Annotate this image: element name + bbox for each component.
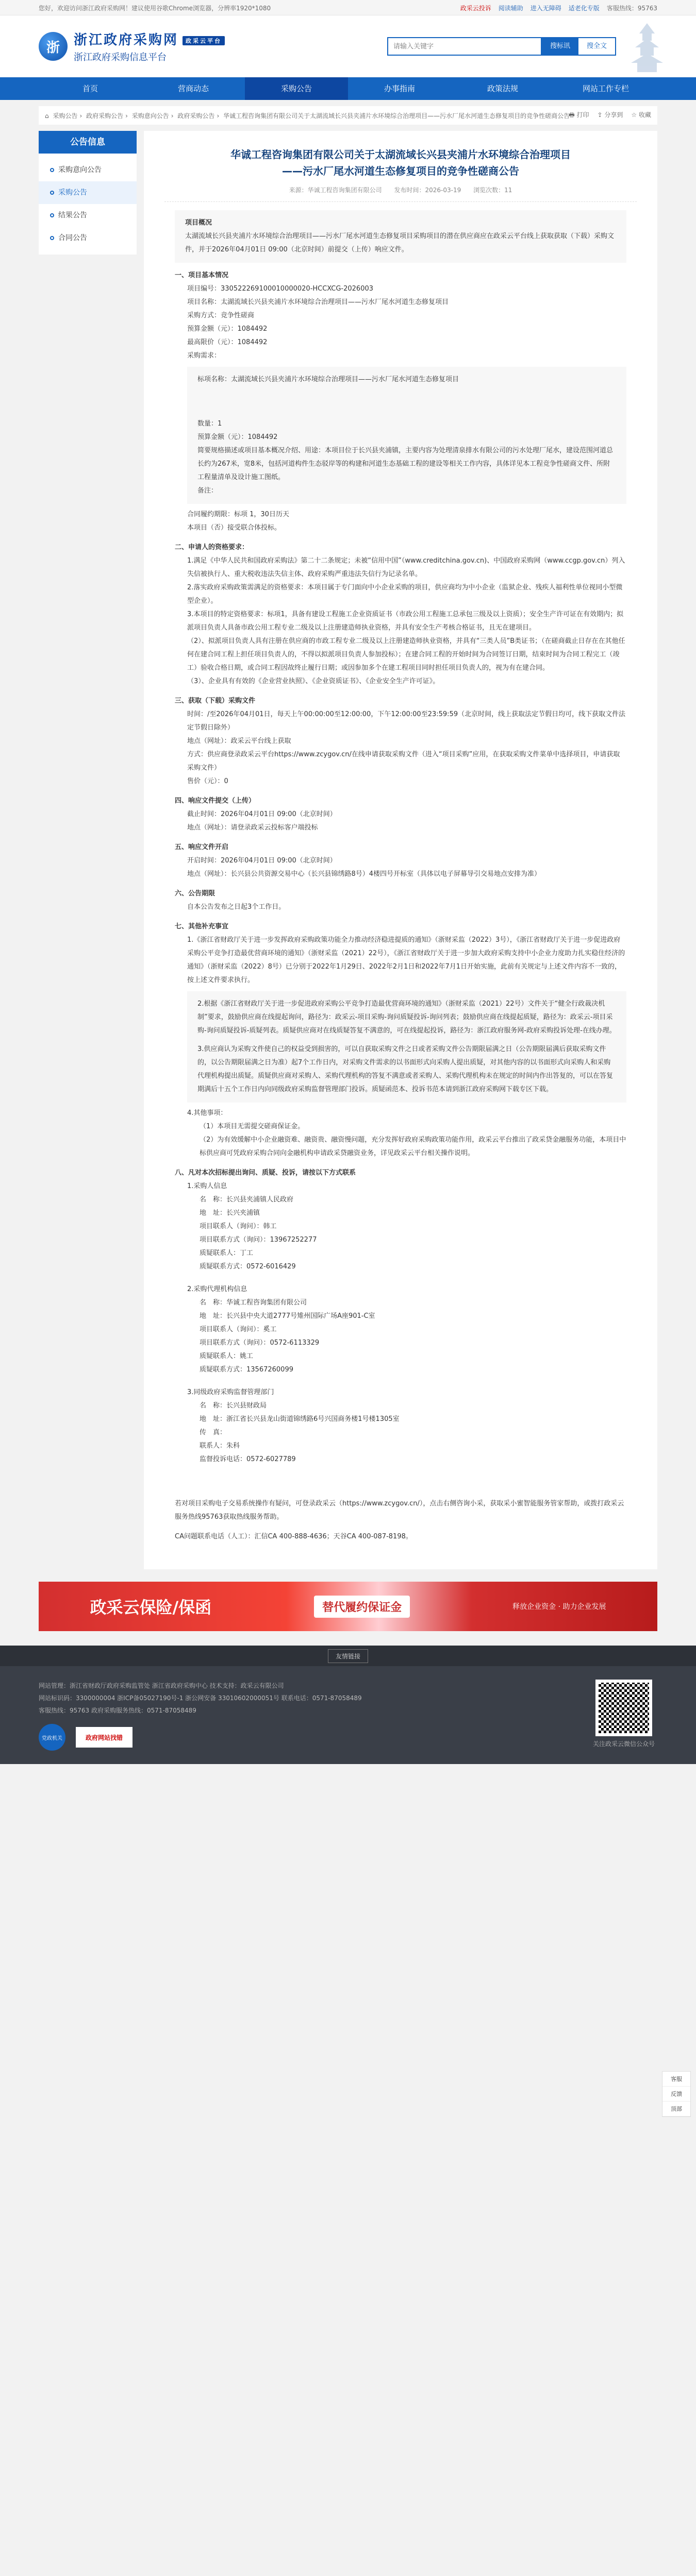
accessibility-link[interactable]: 进入无障碍 xyxy=(530,4,561,12)
quick-service-button[interactable]: 客服 xyxy=(662,2072,690,2087)
breadcrumb-item[interactable]: 采购公告 xyxy=(53,112,78,120)
breadcrumb: ⌂ 采购公告 › 政府采购公告 › 采购意向公告 › 政府采购公告 › 华诚工程咨询集团有限公司关于太湖流域长兴县夹浦片水环境综合治理项目——污水厂尾水河道生态修复项目的竞争性磋商公告 xyxy=(45,112,570,120)
nav-policies[interactable]: 政策法规 xyxy=(487,84,518,93)
breadcrumb-item[interactable]: 采购意向公告 xyxy=(131,112,169,120)
qr-code-icon xyxy=(595,1680,652,1736)
promo-banner[interactable] xyxy=(39,1582,657,1631)
section-heading: 四、响应文件提交（上传） xyxy=(175,797,256,805)
contact-supervisor: 3.同级政府采购监督管理部门 名 称：长兴县财政局 地 址：浙江省长兴县龙山街道锦绣路6号兴国商务楼1号楼1305室 传 真： 联系人：朱科 监督投诉电话：0572-6027789 xyxy=(187,1388,400,1463)
site-footer xyxy=(0,1646,696,1764)
wechat-qr: 关注政采云微信公众号 xyxy=(590,1680,657,1751)
sidebar xyxy=(39,131,137,255)
search-input[interactable] xyxy=(387,37,542,56)
reading-aid-link[interactable]: 阅读辅助 xyxy=(498,4,523,12)
nav-guide[interactable]: 办事指南 xyxy=(384,84,415,93)
nav-home[interactable]: 首页 xyxy=(82,84,98,93)
banner-slogan: 释放企业资金 · 助力企业发展 xyxy=(512,1603,606,1611)
page-tools xyxy=(569,110,651,121)
elderly-mode-link[interactable]: 适老化专版 xyxy=(568,4,600,12)
section-heading: 七、其他补充事宜 xyxy=(175,923,229,930)
policy-box: 2.根据《浙江省财政厅关于进一步促进政府采购公平竞争打造最优营商环境的通知》（浙财采监（2021）22号）文件关于“健全行政裁决机制”要求，鼓励供应商在线提起询问，路径为：政采云-项目采购-询问质疑投诉-询问列表；鼓励供应商在线提起质疑，路径为：政采云-项目采购-询问质疑投诉-质疑列表。质疑供应商对在线质疑答复不满意的，可在线提起投诉，路径为：浙江政府服务网-政府采购投诉处理-在线办理。 3.供应商认为采购文件使自己的权益受到损害的，可以自获取采购文件之日或者采购文件公告期限届满之日（公告期限届满后获取采购文件的，以公告期限届满之日为准）起7个工作日内，对采购文件需求的以书面形式向采购人提出质疑，对其他内容的以书面形式向采购人和采购代理机构提出质疑。质疑供应商对采购人、采购代理机构的答复不满意或者采购人、采购代理机构未在规定的时间内作出答复的，可以在答复期满后十五个工作日内向同级政府采购监督管理部门投诉。质疑函范本、投诉书范本请到浙江政府采购网下载专区下载。 xyxy=(187,991,626,1103)
nav-special-column[interactable]: 网站工作专栏 xyxy=(582,84,629,93)
article-date: 发布时间：2026-03-19 xyxy=(394,187,461,194)
article-body: 项目概况 太湖流域长兴县夹浦片水环境综合治理项目——污水厂尾水河道生态修复项目采购项目的潜在供应商应在政采云平台线上获取获取（下载）采购文件，并于2026年04月01日 09:00（北京时间）前提交（上传）响应文件。 一、项目基本情况 项目编号：330522269100010000020-HCCXCG-2026003 项目名称：太湖流域长兴县夹浦片水环境综合治理项目——污水厂尾水河道生态修复项目 采购方式：竞争性磋商 预算金额（元）：1084492 最高限价（元）：1084492 采购需求： 标项名称：太湖流域长兴县夹浦片水环境综合治理项目——污水厂尾水河道生态修复项目 数量：1 预算金额（元）：1084492 简要规格描述或项目基本概况介绍、用途：本项目位于长兴县夹浦镇，主要内容为处理清泉排水有限公司的污水处理厂尾水，建设范围河道总长约为267米，宽8米，包括河道构件生态驳岸等的构建和河道生态基础工程的建设等相关工作内容，具体详见本工程竞争性磋商文件、所附工程量清单及设计施工图纸。 备注： 合同履约期限：标项 1，30日历天 本项目（否）接受联合体投标。 二、申请人的资格要求： 1.满足《中华人民共和国政府采购法》第二十二条规定；未被“信用中国”（www.creditchina.gov.cn)、中国政府采购网（www.ccgp.gov.cn）列入失信被执行人、重大税收违法失信主体、政府采购严重违法失信行为记录名单。 2.落实政府采购政策需满足的资格要求：本项目属于专门面向中小企业采购的项目，供应商均为中小企业（监狱企业、残疾人福利性单位视同小型微型企业）。 3.本项目的特定资格要求：标项1，具备有建设工程施工企业资质证书（市政公用工程施工总承包三级及以上资质）；安全生产许可证在有效期内；拟派项目负责人具备市政公用工程专业二级及以上注册建造师执业资格，并具有安全生产考核合格证书，且无在建项目。 （2）、拟派项目负责人具有注册在供应商的市政工程专业二级及以上注册建造师执业资格，并具有“三类人员”B类证书；（在磋商截止日存在在其他任何在建合同工程上担任项目负责人的，不得以拟派项目负责人参加投标）；在建合同工程的开始时间为合同签订日期，结束时间为合同工程完工（竣工）验收合格日期，或合同工程因故终止履行日期；或因参加多个在建工程项目同时担任项目负责人的，视为有在建合同。 （3）、企业具有有效的《企业营业执照》、《企业资质证书》、《企业安全生产许可证》。 三、获取（下载）采购文件 时间：/至2026年04月01日，每天上午00:00:00至12:00:00，下午12:00:00至23:59:59（北京时间，线上获取法定节假日均可，线下获取文件法定节假日除外） 地点（网址）：政采云平台线上获取 方式：供应商登录政采云平台https://www.zcygov.cn/在线申请获取采购文件（进入“项目采购”应用，在获取采购文件菜单中选择项目，申请获取采购文件） 售价（元）：0 四、响应文件提交（上传） 截止时间：2026年04月01日 09:00（北京时间） 地点（网址）：请登录政采云投标客户端投标 五、响应文件开启 开启时间：2026年04月01日 09:00（北京时间） 地点（网址）：长兴县公共资源交易中心（长兴县锦绣路8号）4楼四号开标室（具体以电子屏幕导引交易地点安排为准） 六、公告期限 自本公告发布之日起3个工作日。 七、其他补充事宜 1.《浙江省财政厅关于进一步发挥政府采购政策功能全力推动经济稳进提质的通知》（浙财采监（2022）3号），《浙江省财政厅关于进一步促进政府采购公平竞争打造最优营商环境的通知》（浙财采监（2021）22号），《浙江省财政厅关于进一步加大政府采购支持中小企业力度助力扎实稳住经济的通知》（浙财采监（2022）8号）已分别于2022年1月29日、2022年2月1日和2022年7月1日开始实施，此前有关规定与上述文件内容不一致的，按上述文件要求执行。 2.根据《浙江省财政厅关于进一步促进政府采购公平竞争打造最优营商环境的通知》（浙财采监（2021）22号）文件关于“健全行政裁决机制”要求，鼓励供应商在线提起询问，路径为：政采云-项目采购-询问质疑投诉-询问列表；鼓励供应商在线提起质疑，路径为：政采云-项目采购-询问质疑投诉-质疑列表。质疑供应商对在线质疑答复不满意的，可在线提起投诉，路径为：浙江政府服务网-政府采购投诉处理-在线办理。 3.供应商认为采购文件使自己的权益受到损害的，可以自获取采购文件之日或者采购文件公告期限届满之日（公告期限届满后获取采购文件的，以公告期限届满之日为准）起7个工作日内，对采购文件需求的以书面形式向采购人提出质疑，对其他内容的以书面形式向采购人和采购代理机构提出质疑。质疑供应商对采购人、采购代理机构的答复不满意或者采购人、采购代理机构未在规定的时间内作出答复的，可以在答复期满后十五个工作日内向同级政府采购监督管理部门投诉。质疑函范本、投诉书范本请到浙江政府采购网下载专区下载。 4.其他事项： （1）本项目无需提交磋商保证金。 （2）为有效缓解中小企业融资难、融资贵、融资慢问题，充分发挥好政府采购政策功能作用，政采云平台推出了政采贷金融服务功能，本项目中标供应商可凭政府采购合同向金融机构申请政采贷融资业务，详见政采云平台相关操作说明。 八、凡对本次招标提出询问、质疑、投诉，请按以下方式联系 1.采购人信息 名 称：长兴县夹浦镇人民政府 地 址：长兴夹浦镇 项目联系人（询问）：韩工 项目联系方式（询问）：13967252277 质疑联系人：丁工 质疑联系方式：0572-6016429 2.采购代理机构信息 名 称：华诚工程咨询集团有限公司 地 址：长兴县中央大道2777号雉州国际广场A座901-C室 项目联系人（询问）：奚工 项目联系方式（询问）：0572-6113329 质疑联系人：姚工 质疑联系方式：13567260099 3.同级政府采购监督管理部门 名 称：长兴县财政局 地 址：浙江省长兴县龙山街道锦绣路6号兴国商务楼1号楼1305室 传 真： 联系人：朱科 监督投诉电话：0572-6027789 若对项目采购电子交易系统操作有疑问，可登录政采云（https://www.zcygov.cn/），点击右侧咨询小采，获取采小蜜智能服务管家帮助，或拨打政采云服务热线95763获取热线服务帮助。 CA问题联系电话（人工）：汇信CA 400-888-4636；天谷CA 400-087-8198。 xyxy=(164,210,637,1544)
pagoda-decoration-icon xyxy=(608,21,686,72)
sidebar-title: 公告信息 xyxy=(39,131,137,154)
sidebar-item-contract[interactable]: 合同公告 xyxy=(39,227,137,249)
emblem-icon: 浙 xyxy=(39,32,68,61)
sidebar-item-notice[interactable]: 采购公告 xyxy=(39,181,137,204)
article-source: 来源：华诚工程咨询集团有限公司 xyxy=(289,187,382,194)
footnote-ca: CA问题联系电话（人工）：汇信CA 400-888-4636；天谷CA 400-087-8198。 xyxy=(175,1533,412,1540)
breadcrumb-current: 华诚工程咨询集团有限公司关于太湖流域长兴县夹浦片水环境综合治理项目——污水厂尾水河道生态修复项目的竞争性磋商公告 xyxy=(223,112,570,120)
article-meta xyxy=(164,185,637,202)
section-heading: 五、响应文件开启 xyxy=(175,843,229,851)
welcome-text: 您好，欢迎访问浙江政府采购网！建议使用谷歌Chrome浏览器，分辨率1920*1080 xyxy=(39,4,271,12)
search-fulltext-button[interactable]: 搜全文 xyxy=(578,37,616,56)
footer-info: 网站管理：浙江省财政厅政府采购监管处 浙江省政府采购中心 技术支持：政采云有限公司 网站标识码：3300000004 浙ICP备05027190号-1 浙公网安备 33010602000051号 联系电话：0571-87058489 客服热线：95763 政府采购服务热线：0571-87058489 xyxy=(39,1682,362,1714)
breadcrumb-item[interactable]: 政府采购公告 xyxy=(177,112,215,120)
section-heading: 六、公告期限 xyxy=(175,890,216,897)
search-bids-button[interactable]: 搜标讯 xyxy=(542,37,578,56)
site-subname: 浙江政府采购信息平台 xyxy=(74,52,167,63)
friend-links-button[interactable]: 友情链接 xyxy=(328,1649,368,1663)
article-title: 华诚工程咨询集团有限公司关于太湖流域长兴县夹浦片水环境综合治理项目 ——污水厂尾水河道生态修复项目的竞争性磋商公告 xyxy=(230,148,571,177)
main-area xyxy=(39,131,657,1569)
circle-icon xyxy=(50,168,54,172)
article-views: 浏览次数：11 xyxy=(473,187,512,194)
overview-box: 项目概况 太湖流域长兴县夹浦片水环境综合治理项目——污水厂尾水河道生态修复项目采购项目的潜在供应商应在政采云平台线上获取获取（下载）采购文件，并于2026年04月01日 09:00（北京时间）前提交（上传）响应文件。 xyxy=(175,210,626,263)
site-header xyxy=(0,15,696,77)
sidebar-item-intent[interactable]: 采购意向公告 xyxy=(39,159,137,181)
gov-org-badge-icon[interactable]: 党政机关 xyxy=(39,1724,65,1751)
circle-icon xyxy=(50,213,54,217)
nav-business-news[interactable]: 营商动态 xyxy=(177,84,209,93)
breadcrumb-item[interactable]: 政府采购公告 xyxy=(86,112,124,120)
breadcrumb-bar xyxy=(39,106,657,125)
banner-highlight: 替代履约保证金 xyxy=(314,1596,410,1618)
section-heading: 二、申请人的资格要求： xyxy=(175,544,249,551)
contact-agency: 2.采购代理机构信息 名 称：华诚工程咨询集团有限公司 地 址：长兴县中央大道2777号雉州国际广场A座901-C室 项目联系人（询问）：奚工 项目联系方式（询问）：0572-6113329 质疑联系人：姚工 质疑联系方式：13567260099 xyxy=(187,1285,375,1374)
banner-title: 政采云保险/保函 xyxy=(90,1598,212,1617)
section-heading: 八、凡对本次招标提出询问、质疑、投诉，请按以下方式联系 xyxy=(175,1169,356,1177)
site-name: 浙江政府采购网 政采云平台 xyxy=(74,29,225,48)
footnote-help: 若对项目采购电子交易系统操作有疑问，可登录政采云（https://www.zcygov.cn/），点击右侧咨询小采，获取采小蜜智能服务管家帮助，或拨打政采云服务热线95763获取热线服务帮助。 xyxy=(175,1500,624,1521)
sidebar-item-result[interactable]: 结果公告 xyxy=(39,204,137,227)
contact-purchaser: 1.采购人信息 名 称：长兴县夹浦镇人民政府 地 址：长兴夹浦镇 项目联系人（询问）：韩工 项目联系方式（询问）：13967252277 质疑联系人：丁工 质疑联系方式：0572-6016429 xyxy=(187,1182,317,1270)
home-icon[interactable]: ⌂ xyxy=(45,112,49,120)
platform-badge: 政采云平台 xyxy=(183,36,225,45)
quick-tools xyxy=(662,2071,691,2117)
nav-procurement-notices[interactable]: 采购公告 xyxy=(245,77,348,100)
section-heading: 三、获取（下载）采购文件 xyxy=(175,697,256,705)
top-bar xyxy=(0,0,696,15)
print-button[interactable]: 🖶 打印 xyxy=(569,111,589,118)
back-to-top-button[interactable]: 顶部 xyxy=(662,2102,690,2116)
error-report-badge[interactable]: 政府网站找错 xyxy=(76,1727,132,1748)
circle-icon xyxy=(50,236,54,240)
section-heading: 一、项目基本情况 xyxy=(175,272,229,279)
favorite-button[interactable]: ☆ 收藏 xyxy=(631,111,651,118)
top-links xyxy=(460,4,657,12)
requirement-box: 标项名称：太湖流域长兴县夹浦片水环境综合治理项目——污水厂尾水河道生态修复项目 数量：1 预算金额（元）：1084492 简要规格描述或项目基本概况介绍、用途：本项目位于长兴县夹浦镇，主要内容为处理清泉排水有限公司的污水处理厂尾水，建设范围河道总长约为267米，宽8米，包括河道构件生态驳岸等的构建和河道生态基础工程的建设等相关工作内容，具体详见本工程竞争性磋商文件、所附工程量清单及设计施工图纸。 备注： xyxy=(187,367,626,504)
site-logo[interactable] xyxy=(39,29,225,63)
complaint-link[interactable]: 政采云投诉 xyxy=(460,4,491,12)
main-nav xyxy=(0,77,696,100)
search-bar xyxy=(387,37,616,56)
circle-icon xyxy=(50,191,54,195)
article xyxy=(144,131,657,1569)
share-button[interactable]: ⇪ 分享到 xyxy=(597,111,623,118)
quick-feedback-button[interactable]: 反馈 xyxy=(662,2087,690,2102)
hotline-text: 客服热线：95763 xyxy=(606,4,657,12)
